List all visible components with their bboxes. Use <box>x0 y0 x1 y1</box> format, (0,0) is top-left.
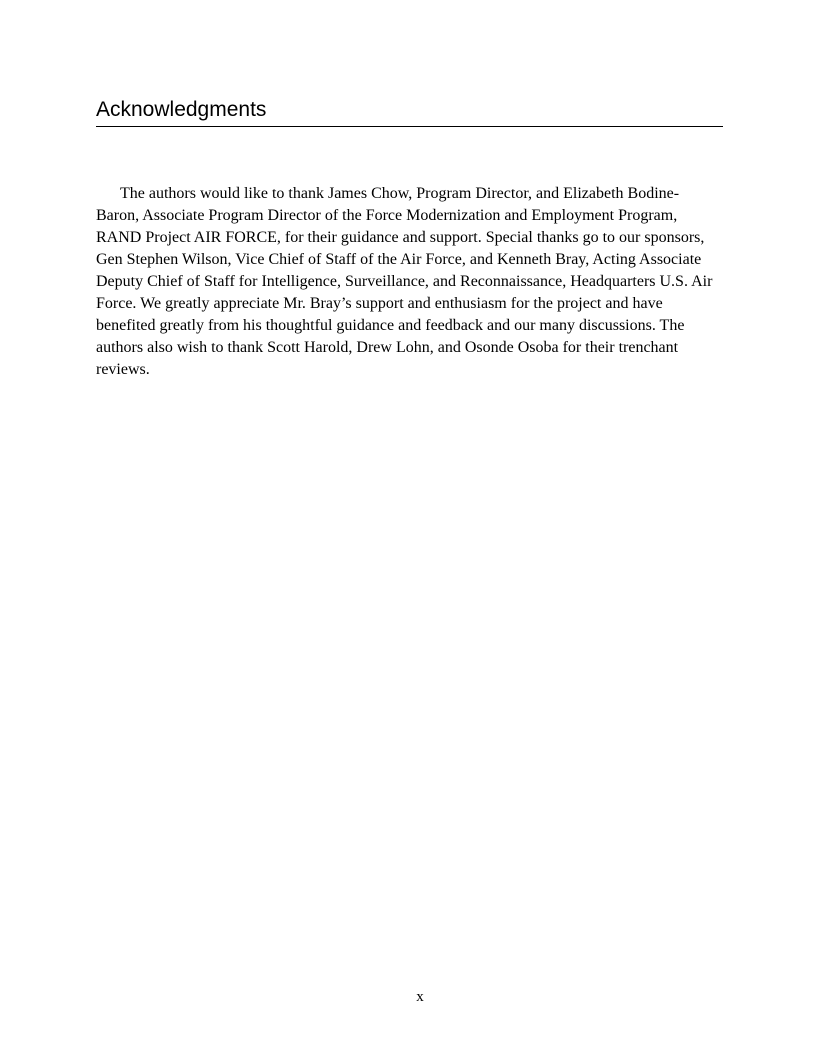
acknowledgments-paragraph: The authors would like to thank James Chow, Program Director, and Elizabeth Bodine-Baron, Associate Program Director of the Force Modernization and Employment Program, RAND Project AIR FORCE, for their guidance and support. Special thanks go to our sponsors, Gen Stephen Wilson, Vice Chief of Staff of the Air Force, and Kenneth Bray, Acting Associate Deputy Chief of Staff for Intelligence, Surveillance, and Reconnaissance, Headquarters U.S. Air Force. We greatly appreciate Mr. Bray’s support and enthusiasm for the project and have benefited greatly from his thoughtful guidance and feedback and our many discussions. The authors also wish to thank Scott Harold, Drew Lohn, and Osonde Osoba for their trenchant reviews. <box>96 185 713 378</box>
section-heading: Acknowledgments <box>96 96 723 127</box>
page-number: x <box>416 989 424 1005</box>
